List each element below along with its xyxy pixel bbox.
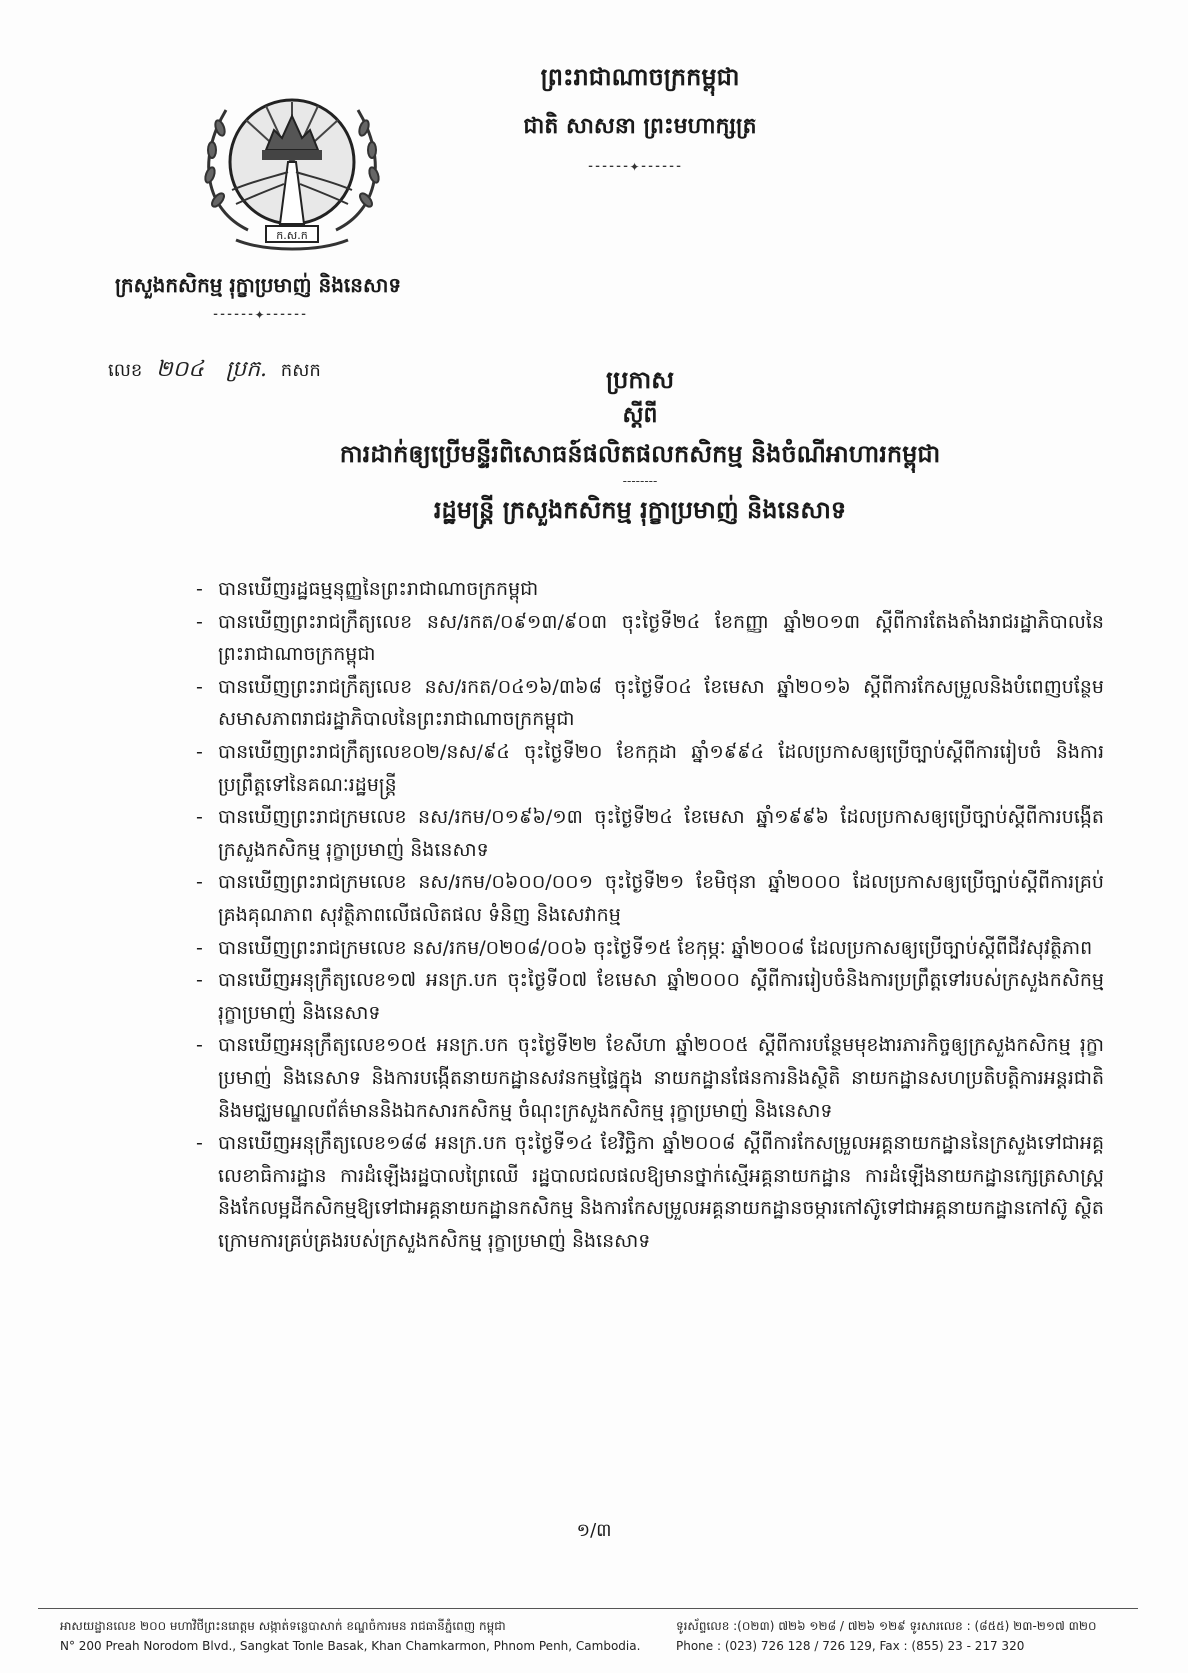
document-type: ប្រកាស <box>605 366 675 394</box>
consideration-item: - បានឃើញអនុក្រឹត្យលេខ១៨៨ អនក្រ.បក ចុះថ្ងៃទី១៤ ខែវិច្ឆិកា ឆ្នាំ២០០៨ ស្តីពីការកែសម្រួលអគ្គនាយកដ្ឋាននៃក្រសួងទៅជាអគ្គលេខាធិការដ្ឋាន ការដំឡើងរដ្ឋបាលព្រៃឈើ រដ្ឋបាលជលផលឱ្យមានថ្នាក់ស្មើអគ្គនាយកដ្ឋាន ការដំឡើងនាយកដ្ឋានក្សេត្រសាស្ត្រនិងកែលម្អដីកសិកម្មឱ្យទៅជាអគ្គនាយកដ្ឋានកសិកម្ម និងការកែសម្រួលអគ្គនាយកដ្ឋានចម្ការកៅស៊ូទៅជាអគ្គនាយកដ្ឋានកៅស៊ូ ស្ថិតក្រោមការគ្រប់គ្រងរបស់ក្រសួងកសិកម្ម រុក្ខាប្រមាញ់ និងនេសាទ <box>196 1127 1104 1257</box>
reference-suffix: កសក <box>280 360 321 381</box>
consideration-item: - បានឃើញព្រះរាជក្រឹត្យលេខ នស/រកត/០៤១៦/៣៦៨ ចុះថ្ងៃទី០៤ ខែមេសា ឆ្នាំ២០១៦ ស្តីពីការកែសម្រួលនិងបំពេញបន្ថែមសមាសភាពរាជរដ្ឋាភិបាលនៃព្រះរាជាណាចក្រកម្ពុជា <box>196 671 1104 736</box>
footer-contact <box>676 1616 1096 1656</box>
consideration-item: - បានឃើញព្រះរាជក្រឹត្យលេខ០២/នស/៩៤ ចុះថ្ងៃទី២០ ខែកក្កដា ឆ្នាំ១៩៩៤ ដែលប្រកាសឲ្យប្រើច្បាប់ស្តីពីការរៀបចំ និងការប្រព្រឹត្តទៅនៃគណៈរដ្ឋមន្ត្រី <box>196 736 1104 801</box>
ministry-ornament: ⁃⁃⁃⁃⁃⁃✦⁃⁃⁃⁃⁃⁃ <box>212 308 308 322</box>
footer-address-en: N° 200 Preah Norodom Blvd., Sangkat Tonle Basak, Khan Chamkarmon, Phnom Penh, Cambodia. <box>60 1639 641 1653</box>
motto-ornament: ⁃⁃⁃⁃⁃⁃✦⁃⁃⁃⁃⁃⁃ <box>587 160 683 174</box>
consideration-item: - បានឃើញអនុក្រឹត្យលេខ១៧ អនក្រ.បក ចុះថ្ងៃទី០៧ ខែមេសា ឆ្នាំ២០០០ ស្តីពីការរៀបចំនិងការប្រព្រឹត្តទៅរបស់ក្រសួងកសិកម្ម រុក្ខាប្រមាញ់ និងនេសាទ <box>196 964 1104 1029</box>
consideration-item: - បានឃើញព្រះរាជក្រមលេខ នស/រកម/០២០៨/០០៦ ចុះថ្ងៃទី១៥ ខែកុម្ភៈ ឆ្នាំ២០០៨ ដែលប្រកាសឲ្យប្រើច្បាប់ស្តីពីជីវសុវត្ថិភាព <box>196 932 1104 965</box>
consideration-item: - បានឃើញអនុក្រឹត្យលេខ១០៥ អនក្រ.បក ចុះថ្ងៃទី២២ ខែសីហា ឆ្នាំ២០០៥ ស្តីពីការបន្ថែមមុខងារភារកិច្ចឲ្យក្រសួងកសិកម្ម រុក្ខាប្រមាញ់ និងនេសាទ និងការបង្កើតនាយកដ្ឋានសវនកម្មផ្ទៃក្នុង នាយកដ្ឋានផែនការនិងស្ថិតិ នាយកដ្ឋានសហប្រតិបត្តិការអន្តរជាតិ និងមជ្ឈមណ្ឌលព័ត៌មាននិងឯកសារកសិកម្ម ចំណុះក្រសួងកសិកម្ម រុក្ខាប្រមាញ់ និងនេសាទ <box>196 1029 1104 1127</box>
issuer-title: រដ្ឋមន្ត្រី ក្រសួងកសិកម្ម រុក្ខាប្រមាញ់ និងនេសាទ <box>433 496 847 524</box>
reference-handwritten-code: ប្រក. <box>225 357 268 382</box>
footer-divider <box>38 1608 1138 1609</box>
reference-prefix: លេខ <box>108 360 143 381</box>
national-motto: ជាតិ សាសនា ព្រះមហាក្សត្រ <box>523 114 757 139</box>
document-about: ស្តីពី <box>622 403 658 428</box>
footer-address-km: អាសយដ្ឋានលេខ ២០០ មហាវិថីព្រះនរោត្តម សង្កាត់ទន្លេបាសាក់ ខណ្ឌចំការមន រាជធានីភ្នំពេញ កម្ពុជា <box>60 1619 506 1633</box>
title-separator: -------- <box>622 474 658 488</box>
ministry-name: ក្រសួងកសិកម្ម រុក្ខាប្រមាញ់ និងនេសាទ <box>114 273 402 297</box>
footer-address <box>60 1616 640 1656</box>
considerations-list <box>196 573 1104 1257</box>
footer-phone-km: ទូរស័ព្ទលេខ :(០២៣) ៧២៦ ១២៨ / ៧២៦ ១២៩ ទូរសារលេខ : (៨៥៥) ២៣-២១៧ ៣២០ <box>676 1619 1097 1633</box>
kingdom-heading: ព្រះរាជាណាចក្រកម្ពុជា <box>540 63 740 91</box>
title-block <box>190 362 1090 532</box>
consideration-item: - បានឃើញរដ្ឋធម្មនុញ្ញនៃព្រះរាជាណាចក្រកម្ពុជា <box>196 573 1104 606</box>
consideration-item: - បានឃើញព្រះរាជក្រឹត្យលេខ នស/រកត/០៩១៣/៩០៣ ចុះថ្ងៃទី២៤ ខែកញ្ញា ឆ្នាំ២០១៣ ស្តីពីការតែងតាំងរាជរដ្ឋាភិបាលនៃព្រះរាជាណាចក្រកម្ពុជា <box>196 606 1104 671</box>
consideration-item: - បានឃើញព្រះរាជក្រមលេខ នស/រកម/០១៩៦/១៣ ចុះថ្ងៃទី២៤ ខែមេសា ឆ្នាំ១៩៩៦ ដែលប្រកាសឲ្យប្រើច្បាប់ស្តីពីការបង្កើតក្រសួងកសិកម្ម រុក្ខាប្រមាញ់ និងនេសាទ <box>196 801 1104 866</box>
royal-emblem-icon <box>186 80 398 258</box>
document-subject: ការដាក់ឲ្យប្រើមន្ទីរពិសោធន៍ផលិតផលកសិកម្ម និងចំណីអាហារកម្ពុជា <box>339 440 941 468</box>
emblem-label: ក.ស.ក <box>276 229 308 242</box>
reference-handwritten-number: ២០៤ <box>156 357 204 382</box>
footer-phone-en: Phone : (023) 726 128 / 726 129, Fax : (855) 23 - 217 320 <box>676 1639 1025 1653</box>
consideration-item: - បានឃើញព្រះរាជក្រមលេខ នស/រកម/០៦០០/០០១ ចុះថ្ងៃទី២១ ខែមិថុនា ឆ្នាំ២០០០ ដែលប្រកាសឲ្យប្រើច្បាប់ស្តីពីការគ្រប់គ្រងគុណភាព សុវត្ថិភាពលើផលិតផល ទំនិញ និងសេវាកម្ម <box>196 866 1104 931</box>
page-number: ១/៣ <box>576 1520 612 1541</box>
